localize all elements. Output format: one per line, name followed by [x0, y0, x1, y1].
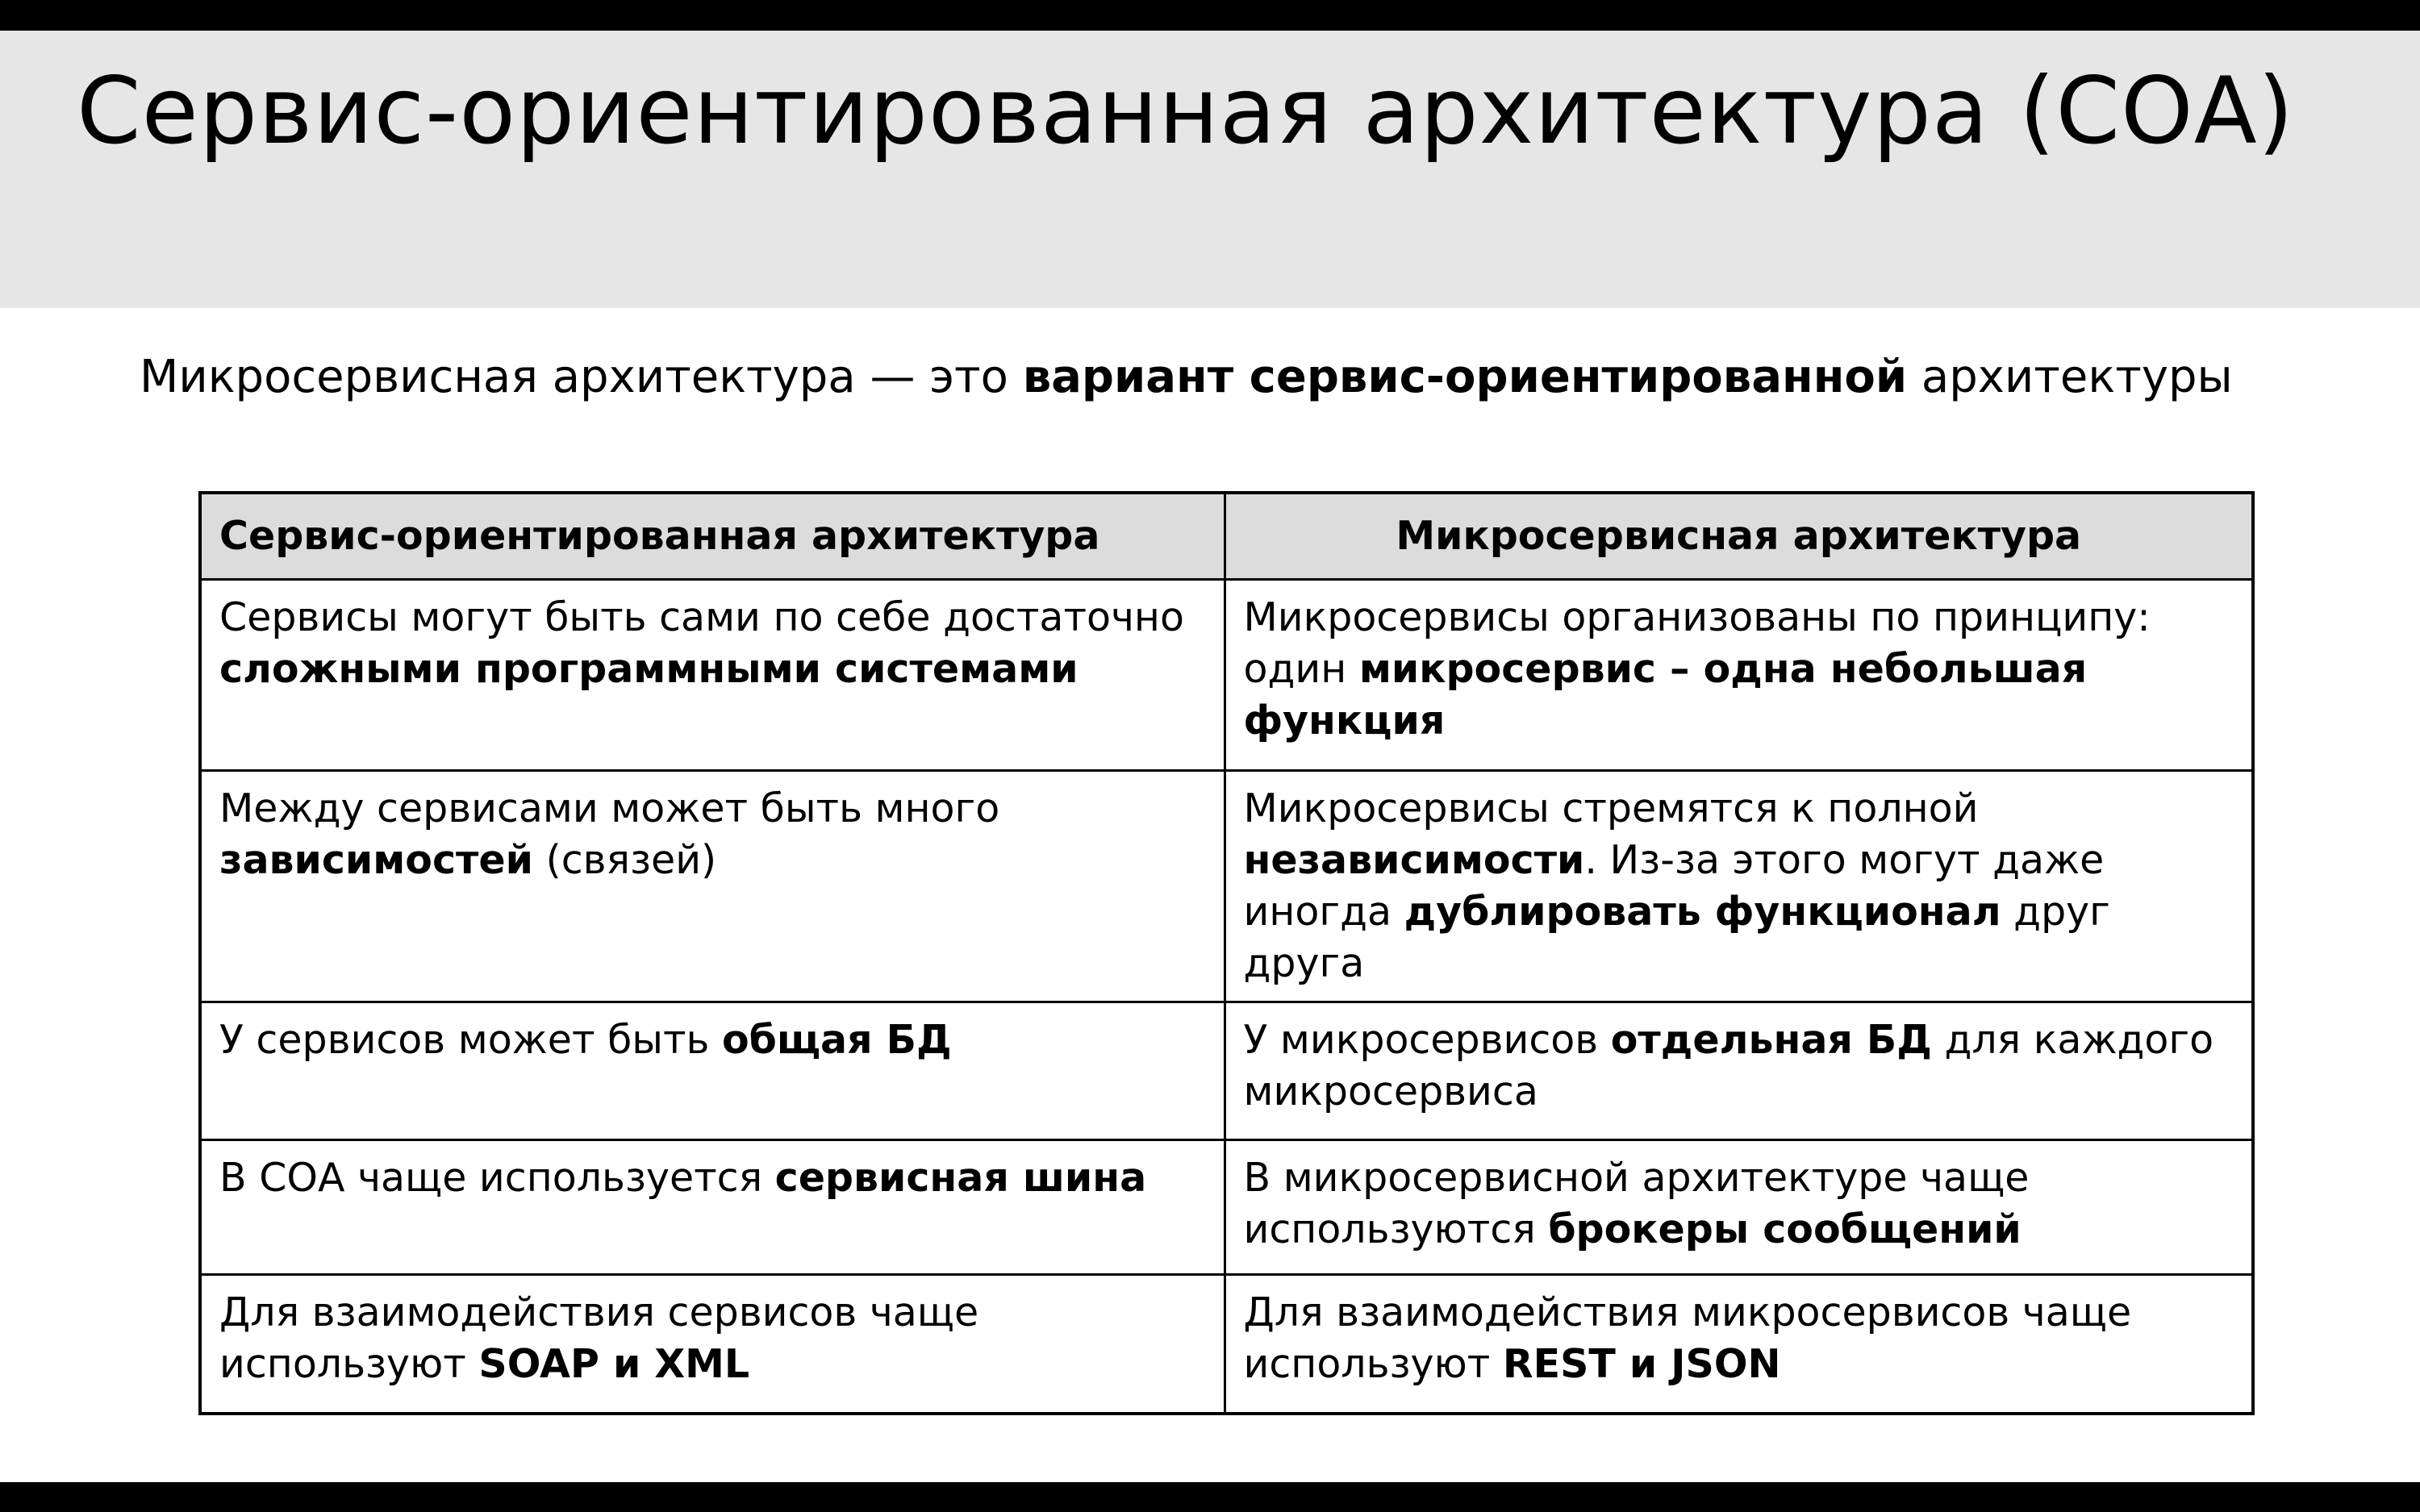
- cell-microservices: [1225, 1275, 2253, 1414]
- top-border-bar: [0, 0, 2420, 31]
- slide-subtitle: [140, 348, 2237, 406]
- cell-text: У сервисов может быть: [219, 1017, 722, 1063]
- subtitle-tail: архитектуры: [1907, 351, 2233, 403]
- cell-emphasis: сложными программными системами: [219, 646, 1079, 692]
- cell-soa: [200, 771, 1225, 1002]
- cell-text: У микросервисов: [1243, 1017, 1611, 1063]
- cell-emphasis: брокеры сообщений: [1548, 1206, 2022, 1252]
- cell-microservices: [1225, 580, 2253, 771]
- comparison-table: [198, 491, 2255, 1415]
- cell-soa: [200, 1140, 1225, 1275]
- cell-text: друг друга: [1243, 889, 2110, 986]
- cell-microservices: [1225, 1140, 2253, 1275]
- cell-soa: [200, 1002, 1225, 1140]
- cell-text: Микросервисы стремятся к полной: [1243, 785, 1979, 831]
- cell-text: Между сервисами может быть много: [219, 785, 1000, 831]
- cell-emphasis: общая БД: [721, 1017, 952, 1063]
- header-microservices: Микросервисная архитектура: [1225, 493, 2253, 580]
- cell-text: Микросервисы организованы по принципу: один: [1243, 594, 2151, 692]
- table-row: [200, 580, 2253, 771]
- cell-text: Сервисы могут быть сами по себе достаточно: [219, 594, 1184, 640]
- cell-microservices: [1225, 1002, 2253, 1140]
- header-soa: Сервис-ориентированная архитектура: [200, 493, 1225, 580]
- cell-soa: [200, 1275, 1225, 1414]
- subtitle-text: Микросервисная архитектура — это: [140, 351, 1023, 403]
- cell-text: (связей): [533, 837, 717, 883]
- cell-text: В СОА чаще используется: [219, 1155, 775, 1201]
- cell-text: В микросервисной архитектуре чаще используются: [1243, 1155, 2030, 1252]
- cell-emphasis: зависимостей: [219, 837, 533, 883]
- table-row: [200, 1002, 2253, 1140]
- table-row: [200, 1275, 2253, 1414]
- table-row: [200, 771, 2253, 1002]
- cell-text: Для взаимодействия микросервисов чаще используют: [1243, 1289, 2132, 1387]
- cell-emphasis: отдельная БД: [1610, 1017, 1932, 1063]
- cell-microservices: [1225, 771, 2253, 1002]
- cell-emphasis: независимости: [1243, 837, 1585, 883]
- bottom-border-bar: [0, 1482, 2420, 1512]
- table-row: [200, 1140, 2253, 1275]
- cell-emphasis: SOAP и XML: [478, 1341, 750, 1387]
- cell-soa: [200, 580, 1225, 771]
- cell-emphasis: сервисная шина: [774, 1155, 1147, 1201]
- slide-title: Сервис-ориентированная архитектура (СОА): [77, 57, 2295, 165]
- table-header-row: [200, 493, 2253, 580]
- cell-emphasis: микросервис – одна небольшая функция: [1243, 646, 2088, 744]
- cell-emphasis: REST и JSON: [1502, 1341, 1781, 1387]
- cell-text: Для взаимодействия сервисов чаще используют: [219, 1289, 979, 1387]
- cell-emphasis: дублировать функционал: [1404, 889, 2001, 935]
- subtitle-emphasis: вариант сервис-ориентированной: [1022, 351, 1908, 403]
- cell-text: для каждого микросервиса: [1243, 1017, 2214, 1114]
- cell-text: . Из-за этого могут даже иногда: [1243, 837, 2105, 935]
